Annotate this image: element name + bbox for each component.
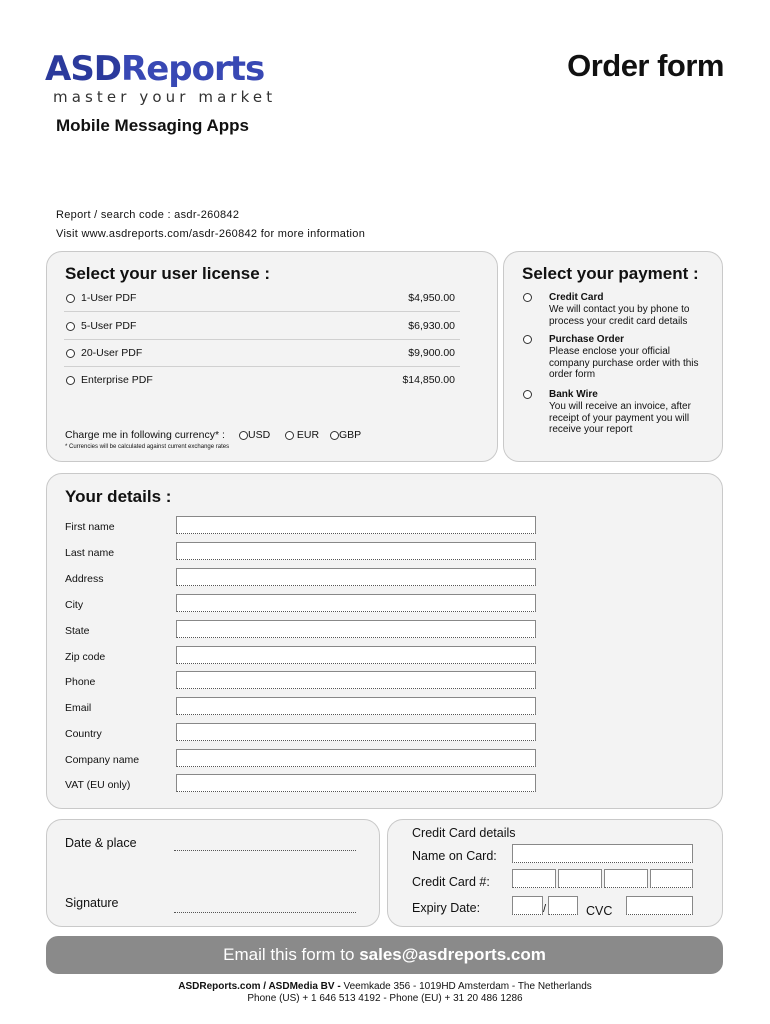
expiry-year-input[interactable] [548, 896, 578, 915]
card-number-label: Credit Card #: [412, 875, 490, 889]
currency-gbp-label: GBP [339, 429, 362, 441]
radio-icon[interactable] [523, 335, 532, 344]
license-name: 1-User PDF [81, 292, 137, 304]
report-code: Report / search code : asdr-260842 [56, 209, 240, 221]
field-label: City [65, 599, 84, 611]
field-label: First name [65, 521, 115, 533]
logo-brand-part2: Reports [121, 49, 265, 89]
field-label: Company name [65, 754, 140, 766]
footer-street: Veemkade 356 - 1019HD Amsterdam - The Netherlands [343, 981, 592, 992]
expiry-label: Expiry Date: [412, 901, 481, 915]
cvc-input[interactable] [626, 896, 693, 915]
field-label: Last name [65, 547, 115, 559]
footer-address [0, 981, 770, 992]
footer-company: ASDReports.com / ASDMedia BV [178, 981, 335, 992]
card-number-input-2[interactable] [558, 869, 602, 888]
signature-label: Signature [65, 896, 119, 910]
last-name-input[interactable] [176, 542, 536, 560]
date-place-label: Date & place [65, 836, 137, 850]
field-label: Country [65, 728, 102, 740]
report-visit-link[interactable]: Visit www.asdreports.com/asdr-260842 for more information [56, 228, 366, 240]
license-price: $14,850.00 [402, 374, 455, 386]
currency-eur[interactable] [285, 429, 319, 441]
radio-icon[interactable] [66, 294, 75, 303]
logo-tagline: master your market [53, 88, 277, 106]
footer-phones: Phone (US) + 1 646 513 4192 - Phone (EU) + 31 20 486 1286 [247, 993, 523, 1004]
expiry-separator: / [543, 903, 547, 915]
radio-icon[interactable] [523, 390, 532, 399]
license-title: Select your user license : [65, 264, 271, 283]
currency-label: Charge me in following currency* : [65, 429, 225, 441]
radio-icon[interactable] [66, 349, 75, 358]
radio-icon[interactable] [330, 431, 339, 440]
payment-option-desc: You will receive an invoice, after receipt of your payment you will receive your report [549, 401, 691, 435]
email-form-banner[interactable] [46, 936, 723, 974]
payment-option-credit-card[interactable] [522, 292, 702, 332]
card-number-input-1[interactable] [512, 869, 556, 888]
card-number-input-3[interactable] [604, 869, 648, 888]
signature-field[interactable] [174, 912, 356, 913]
license-price: $6,930.00 [408, 320, 455, 332]
license-option-3[interactable] [64, 345, 460, 372]
email-banner-prefix: Email this form to [223, 945, 360, 964]
field-label: Address [65, 573, 104, 585]
card-number-input-4[interactable] [650, 869, 693, 888]
payment-option-title: Credit Card [549, 292, 604, 303]
asdreports-logo [45, 50, 285, 110]
radio-icon[interactable] [239, 431, 248, 440]
divider [64, 366, 460, 367]
vat-input[interactable] [176, 774, 536, 792]
divider [64, 339, 460, 340]
field-label: Phone [65, 676, 96, 688]
divider [64, 311, 460, 312]
currency-usd[interactable] [239, 429, 270, 441]
state-input[interactable] [176, 620, 536, 638]
currency-gbp[interactable] [330, 429, 361, 441]
radio-icon[interactable] [523, 293, 532, 302]
field-label: State [65, 625, 90, 637]
license-name: Enterprise PDF [81, 374, 153, 386]
license-price: $4,950.00 [408, 292, 455, 304]
license-price: $9,900.00 [408, 347, 455, 359]
credit-card-title: Credit Card details [412, 826, 516, 840]
payment-option-desc: We will contact you by phone to process your credit card details [549, 304, 690, 327]
license-option-4[interactable] [64, 372, 460, 399]
footer-dash: - [334, 981, 344, 992]
name-on-card-input[interactable] [512, 844, 693, 863]
currency-usd-label: USD [248, 429, 271, 441]
cvc-label: CVC [586, 904, 613, 918]
payment-title: Select your payment : [522, 264, 699, 283]
currency-note: * Currencies will be calculated against current exchange rates [65, 444, 230, 450]
name-on-card-label: Name on Card: [412, 849, 497, 863]
radio-icon[interactable] [285, 431, 294, 440]
radio-icon[interactable] [66, 376, 75, 385]
page-title: Order form [567, 48, 724, 83]
radio-icon[interactable] [66, 322, 75, 331]
field-label: VAT (EU only) [65, 779, 131, 791]
report-name: Mobile Messaging Apps [56, 116, 250, 135]
payment-option-title: Purchase Order [549, 334, 625, 345]
logo-brand-part1: ASD [45, 49, 122, 89]
field-label: Zip code [65, 651, 106, 663]
country-input[interactable] [176, 723, 536, 741]
first-name-input[interactable] [176, 516, 536, 534]
details-title: Your details : [65, 487, 172, 506]
license-name: 20-User PDF [81, 347, 143, 359]
expiry-month-input[interactable] [512, 896, 543, 915]
address-input[interactable] [176, 568, 536, 586]
zip-code-input[interactable] [176, 646, 536, 664]
payment-option-desc: Please enclose your official company purchase order with this order form [549, 346, 699, 380]
company-name-input[interactable] [176, 749, 536, 767]
currency-eur-label: EUR [296, 429, 320, 441]
license-option-2[interactable] [64, 318, 460, 345]
license-option-1[interactable] [64, 290, 460, 317]
license-name: 5-User PDF [81, 320, 137, 332]
phone-input[interactable] [176, 671, 536, 689]
field-label: Email [65, 702, 92, 714]
date-place-field[interactable] [174, 850, 356, 851]
payment-option-title: Bank Wire [549, 389, 598, 400]
email-address-link[interactable]: sales@asdreports.com [359, 945, 546, 964]
city-input[interactable] [176, 594, 536, 612]
email-input[interactable] [176, 697, 536, 715]
payment-option-purchase-order[interactable] [522, 334, 702, 384]
payment-option-bank-wire[interactable] [522, 389, 702, 439]
